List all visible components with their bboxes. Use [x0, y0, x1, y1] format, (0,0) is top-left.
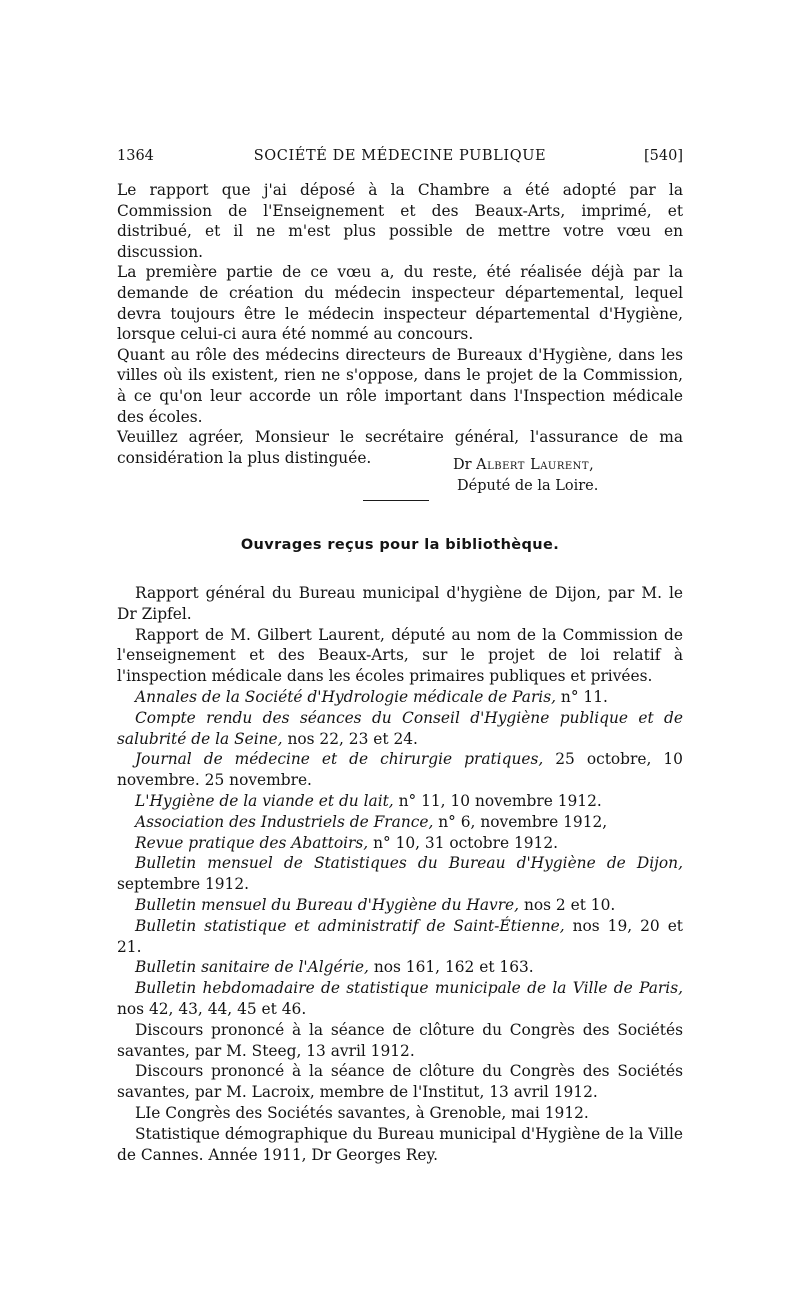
entry-title: L'Hygiène de la viande et du lait, — [135, 791, 394, 810]
letter-paragraph: La première partie de ce vœu a, du reste, été réalisée déjà par la demande de création du médecin inspecteur départemental, lequel devra toujours être le médecin inspecteur départemental d'Hygiène, lorsque celui-ci aura été nommé au concours. — [117, 263, 683, 344]
entry-text: Discours prononcé à la séance de clôture du Congrès des Sociétés savantes, par M. Steeg, 13 avril 1912. — [117, 1020, 683, 1060]
letter-paragraph: Le rapport que j'ai déposé à la Chambre a été adopté par la Commission de l'Enseignement et des Beaux-Arts, imprimé, et distribué, et il ne m'est plus possible de mettre votre vœu en discussion. — [117, 181, 683, 261]
entry-text: Rapport de M. Gilbert Laurent, député au nom de la Commission de l'enseignement et des Beaux-Arts, sur le projet de loi relatif à l'inspection médicale dans les écoles primaires publiques et privées. — [117, 625, 683, 686]
bibliography-entry — [117, 1061, 683, 1103]
bibliography-entry — [117, 708, 683, 750]
entry-text: nos 42, 43, 44, 45 et 46. — [117, 999, 307, 1018]
letter-body — [117, 180, 683, 468]
entry-title: Bulletin sanitaire de l'Algérie, — [135, 958, 369, 977]
bibliography-entry — [117, 583, 683, 625]
bibliography-entry — [117, 791, 683, 812]
bibliography-entry — [117, 895, 683, 916]
bibliography-entry — [117, 749, 683, 791]
entry-title: Annales de la Société d'Hydrologie médicale de Paris, — [135, 687, 557, 706]
entry-text: Statistique démographique du Bureau municipal d'Hygiène de la Ville de Cannes. Année 1911, Dr Georges Rey. — [117, 1124, 683, 1164]
entry-text: nos 22, 23 et 24. — [282, 729, 418, 748]
entry-title: Revue pratique des Abattoirs, — [135, 833, 369, 852]
bibliography-entry — [117, 1103, 683, 1124]
running-header — [117, 148, 683, 170]
bibliography-entry — [117, 625, 683, 687]
entry-text: nos 19, 20 et 21. — [117, 916, 683, 956]
entry-title: Bulletin hebdomadaire de statistique municipale de la Ville de Paris, — [135, 979, 683, 998]
entry-title: Journal de médecine et de chirurgie pratiques, — [135, 750, 544, 769]
entry-text: n° 10, 31 octobre 1912. — [368, 833, 559, 852]
section-divider — [363, 500, 429, 501]
signature-name: Albert Laurent, — [476, 457, 595, 473]
entry-title: Compte rendu des séances du Conseil d'Hygiène publique et de salubrité de la Seine, — [117, 708, 683, 748]
signature-block — [453, 455, 693, 497]
bibliography-list — [117, 583, 683, 1165]
bibliography-entry — [117, 1020, 683, 1062]
bibliography-entry — [117, 853, 683, 895]
bibliography-entry — [117, 916, 683, 958]
bibliography-entry — [117, 978, 683, 1020]
entry-text: n° 11, 10 novembre 1912. — [393, 791, 602, 810]
bibliography-entry — [117, 1124, 683, 1166]
page-number: 1364 — [117, 148, 154, 164]
entry-title: Bulletin mensuel de Statistiques du Bureau d'Hygiène de Dijon, — [135, 854, 683, 873]
bibliography-entry — [117, 957, 683, 978]
entry-text: nos 2 et 10. — [519, 895, 616, 914]
signature-name-line — [453, 455, 693, 476]
signature-title: Dr — [453, 457, 472, 473]
entry-title: Bulletin mensuel du Bureau d'Hygiène du Havre, — [135, 895, 520, 914]
running-title: SOCIÉTÉ DE MÉDECINE PUBLIQUE — [253, 148, 547, 164]
bibliography-entry — [117, 833, 683, 854]
entry-title: Association des Industriels de France, — [135, 812, 434, 831]
entry-text: septembre 1912. — [117, 875, 250, 894]
entry-text: LIe Congrès des Sociétés savantes, à Grenoble, mai 1912. — [135, 1103, 589, 1122]
letter-paragraph: Quant au rôle des médecins directeurs de Bureaux d'Hygiène, dans les villes où ils existent, rien ne s'oppose, dans le projet de la Commission, à ce qu'on leur accorde un rôle important dans l'Inspection médicale des écoles. — [117, 345, 683, 426]
letter-paragraph: Veuillez agréer, Monsieur le secrétaire général, l'assurance de ma considération la plus distinguée. — [117, 428, 683, 467]
entry-text: n° 11. — [556, 687, 608, 706]
entry-text: Rapport général du Bureau municipal d'hygiène de Dijon, par M. le Dr Zipfel. — [117, 584, 683, 623]
entry-text: n° 6, novembre 1912, — [433, 812, 608, 831]
entry-text: nos 161, 162 et 163. — [368, 958, 534, 977]
bracket-page-number: [540] — [644, 148, 683, 164]
signature-role: Député de la Loire. — [457, 478, 599, 494]
entry-text: 25 octobre, 10 novembre. 25 novembre. — [117, 750, 683, 790]
bibliography-entry — [117, 812, 683, 833]
bibliography-entry — [117, 687, 683, 708]
entry-text: Discours prononcé à la séance de clôture du Congrès des Sociétés savantes, par M. Lacroix, membre de l'Institut, 13 avril 1912. — [117, 1062, 683, 1102]
section-heading: Ouvrages reçus pour la bibliothèque. — [240, 537, 560, 553]
entry-title: Bulletin statistique et administratif de Saint-Étienne, — [135, 916, 565, 935]
